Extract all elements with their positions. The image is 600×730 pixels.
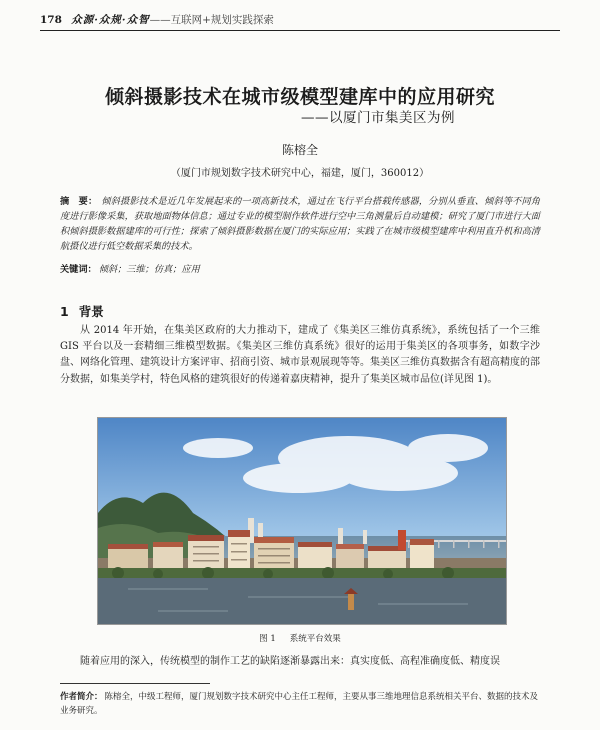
figure-caption-text: 系统平台效果	[289, 634, 341, 644]
abstract-text: 倾斜摄影技术是近几年发展起来的一项高新技术，通过在飞行平台搭载传感器，分别从垂直、倾斜等不同角度进行影像采集，获取地面物体信息；通过专业的模型制作软件进行空中三角测量后自动建模；研究了厦门市进行大面积倾斜摄影数据建库的可行性；探索了倾斜摄影数据在厦门的实际应用；实践了在城市级模型建库中利用直升机和高清航摄仪进行低空数据采集的技术。	[60, 196, 541, 252]
footnote-rule	[60, 683, 210, 684]
figure-number: 图 1	[259, 634, 276, 644]
article-title: 倾斜摄影技术在城市级模型建库中的应用研究	[104, 86, 495, 108]
header-subtitle: ——互联网+规划实践探索	[149, 14, 274, 26]
footnote-label: 作者简介：	[60, 692, 103, 702]
figure-city-photo	[97, 417, 507, 625]
section-heading	[60, 302, 104, 320]
abstract-label: 摘 要：	[60, 196, 98, 207]
abstract	[60, 194, 540, 254]
keywords-label: 关键词：	[60, 264, 97, 275]
figure-caption	[40, 632, 560, 644]
keywords-text: 倾斜；三维；仿真；应用	[98, 264, 200, 275]
journal-series: 众源·众规·众智	[71, 14, 150, 26]
section-title: 背景	[78, 304, 104, 319]
author-footnote	[60, 690, 540, 718]
article-subtitle: ——以厦门市集美区为例	[301, 110, 455, 126]
section-number: 1	[60, 304, 69, 319]
footnote-text: 陈榕全，中级工程师，厦门规划数字技术研究中心主任工程师，主要从事三维地理信息系统相关平台、数据的技术及业务研究。	[60, 692, 539, 716]
author-affiliation: （厦门市规划数字技术研究中心，福建，厦门，360012）	[170, 168, 430, 179]
page-number: 178	[40, 14, 62, 26]
body-paragraph: 从 2014 年开始，在集美区政府的大力推动下，建成了《集美区三维仿真系统》，系统包括了一个三维 GIS 平台以及一套精细三维模型数据。《集美区三维仿真系统》很好的运用于集美区的各项事务，如数字沙盘、网络化管理、建筑设计方案评审、招商引资、城市景观展现等等。集美区三维仿真数据含有超高精度的部分数据，如集美学村，特色风格的建筑很好的传递着嘉庚精神，提升了集美区城市品位(详见图 1)。	[60, 325, 540, 385]
running-header	[40, 10, 560, 31]
body-paragraph-2: 随着应用的深入，传统模型的制作工艺的缺陷逐渐暴露出来：真实度低、高程准确度低、精度误	[80, 656, 500, 667]
author-name: 陈榕全	[281, 143, 318, 157]
city-illustration	[98, 418, 506, 624]
keywords	[60, 262, 540, 277]
